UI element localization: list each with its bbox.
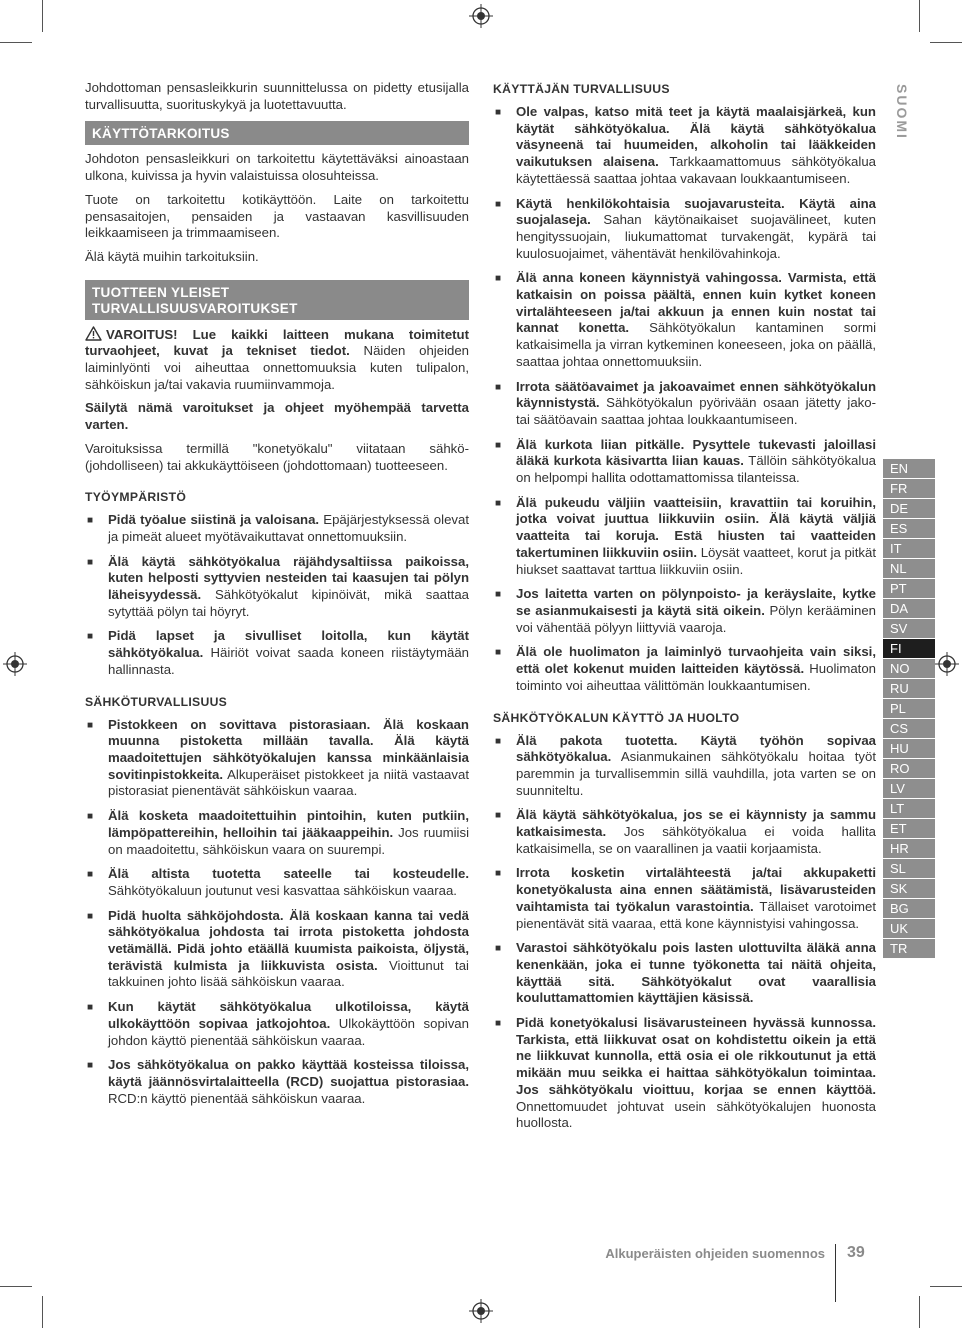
item-text: Häiriöt voivat saada koneen riistäytymään hallinnasta. <box>108 645 469 677</box>
language-tab-pt[interactable]: PT <box>883 579 935 599</box>
trim-mark <box>0 1286 32 1287</box>
language-tab-pl[interactable]: PL <box>883 699 935 719</box>
list-item: ■ Älä anna koneen käynnistyä vahingossa. Varmista, että katkaisin on poissa päältä, ennen kuin kytket koneen virtalähteeseen ja/tai akkuun ja ennen kuin nostat tai kannat konetta. Sähkötyökalun kantaminen sormi katkaisimella ja virran kytkeminen koneeseen, joka on päällä, saattaa johtaa onnettomuuksiin. <box>495 270 877 369</box>
keep-instructions-text: Säilytä nämä varoitukset ja ohjeet myöhempää tarvetta varten. <box>85 400 469 433</box>
item-text: Sähkötyökaluun joutunut vesi kasvattaa sähköiskun vaaraa. <box>108 882 457 898</box>
list-item: ■ Pidä lapset ja sivulliset loitolla, kun käytät sähkötyökalua. Häiriöt voivat saada koneen riistäytymään hallinnasta. <box>87 628 469 677</box>
language-tab-cs[interactable]: CS <box>883 719 935 739</box>
language-tab-hr[interactable]: HR <box>883 839 935 859</box>
footer-divider <box>835 1244 836 1302</box>
list-item: ■ Jos sähkötyökalua on pakko käyttää kosteissa tiloissa, käytä jäännösvirtalaitteella (RCD) suojattua pistorasiaa. RCD:n käyttö pienentää sähköiskun vaaraa. <box>87 1057 469 1106</box>
item-bold-text: Käytä henkilökohtaisia suojavarusteita. Käytä aina suojalaseja. <box>516 195 876 228</box>
item-text: Löysät vaatteet, korut ja pitkät hiukset saattavat tarttua liikkuviin osiin. <box>516 544 876 577</box>
registration-mark-icon <box>935 652 959 676</box>
registration-mark-icon <box>469 4 493 28</box>
item-bold-text: Älä pakota tuotetta. Käytä työhön sopivaa sähkötyökalua. <box>516 732 876 765</box>
subheading-use-and-care: SÄHKÖTYÖKALUN KÄYTTÖ JA HUOLTO <box>493 710 740 725</box>
item-text: Alkuperäiset pistokkeet ja niitä vastaavat pistorasiat pienentävät sähköiskun vaaraa. <box>108 766 469 799</box>
trim-mark <box>919 0 920 32</box>
list-item: ■ Älä kosketa maadoitettuihin pintoihin, kuten putkiin, lämpöpattereihin, helloihin tai jääkaappeihin. Jos ruumiisi on maadoitettu, sähköiskun vaara on suurempi. <box>87 808 469 857</box>
left-column <box>85 80 469 1115</box>
section-header-purpose: KÄYTTÖTARKOITUS <box>85 121 469 145</box>
list-item: ■ Älä pakota tuotetta. Käytä työhön sopivaa sähkötyökalua. Asianmukainen sähkötyökalu hoitaa työt paremmin ja turvallisemmin sillä vauhdilla, jota varten se on suunniteltu. <box>495 732 876 798</box>
page-number: 39 <box>847 1244 865 1261</box>
language-side-title: SUOMI <box>894 84 910 140</box>
language-tab-sl[interactable]: SL <box>883 859 935 879</box>
item-text: Tarkkaamattomuus sähkötyökalua käytettäessä saattaa johtaa vakavaan loukkaantumiseen. <box>516 154 876 186</box>
language-tab-it[interactable]: IT <box>883 539 935 559</box>
keep-instructions-paragraph <box>85 400 469 433</box>
item-text: RCD:n käyttö pienentää sähköiskun vaaraa. <box>108 1090 366 1106</box>
item-bold-text: Jos sähkötyökalua on pakko käyttää kosteissa tiloissa, käytä jäännösvirtalaitteella (RCD) suojattua pistorasiaa. <box>108 1057 469 1089</box>
item-bold-text: Irrota säätöavaimet ja jakoavaimet ennen sähkötyökalun käynnistystä. <box>516 378 876 411</box>
footer-text: Alkuperäisten ohjeiden suomennos <box>605 1246 825 1261</box>
item-bold-text: Älä anna koneen käynnistyä vahingossa. Varmista, että katkaisin on poissa päältä, ennen kuin kytket koneen virtalähteeseen ja/tai akkuun ja ennen kuin nostat tai kannat konetta. <box>516 270 876 336</box>
item-bold-text: Ole valpas, katso mitä teet ja käytä maalaisjärkeä, kun käytät sähkötyökalua. Älä käytä sähkötyökalua väsyneenä tai huumeiden, alkoholin tai lääkkeiden vaikutuksen alaisena. <box>516 104 876 170</box>
item-text: Jos ruumiisi on maadoitettu, sähköiskun vaara on suurempi. <box>108 824 469 857</box>
item-bold-text: Pidä konetyökalusi lisävarusteineen hyvässä kunnossa. Tarkista, että liikkuvat osat on kohdistettu oikein ja että ne liikkuvat kunnolla, että osia ei ole rikkoutunut ja että mikään muu seikka ei haittaa sähkötyökalun toimintaa. Jos sähkötyökalu vioittuu, korjaa se ennen käyttöä. <box>516 1015 876 1097</box>
item-text: Sähkötyökalut kipinöivät, mikä saattaa sytyttää pölyn tai höyryt. <box>108 587 469 619</box>
language-tab-no[interactable]: NO <box>883 659 935 679</box>
list-item: ■ Älä käytä sähkötyökalua, jos se ei käynnisty ja sammu katkaisimesta. Jos sähkötyökalua ei voida hallita katkaisimella, se on vaarallinen ja vaatii korjaamista. <box>495 807 876 856</box>
warning-text: Näiden ohjeiden laiminlyönti voi aiheuttaa onnettomuuksia kuten tulipalon, sähköiskun ja/tai vakavia ruumiinvammoja. <box>85 343 470 392</box>
item-text: Jos sähkötyökalua ei voida hallita katkaisimella, se on vaarallinen ja vaatii korjaamista. <box>516 824 876 856</box>
language-tab-de[interactable]: DE <box>883 499 935 519</box>
warning-paragraph <box>85 326 469 394</box>
list-item: ■ Pidä konetyökalusi lisävarusteineen hyvässä kunnossa. Tarkista, että liikkuvat osat on kohdistettu oikein ja että ne liikkuvat kunnolla, että osia ei ole rikkoutunut ja että mikään muu seikka ei haittaa sähkötyökalun toimintaa. Jos sähkötyökalu vioittuu, korjaa se ennen käyttöä. Onnettomuudet johtuvat usein sähkötyökalujen huonosta huollosta. <box>495 1015 876 1131</box>
language-tab-bg[interactable]: BG <box>883 899 935 919</box>
language-tab-sv[interactable]: SV <box>883 619 935 639</box>
language-tab-en[interactable]: EN <box>883 459 935 479</box>
item-bold-text: Jos laitetta varten on pölynpoisto- ja keräyslaite, kytke se asianmukaisesti ja käytä sitä oikein. <box>516 586 876 618</box>
item-bold-text: Varastoi sähkötyökalu pois lasten ulottuvilta äläkä anna kenenkään, joka ei tunne työkonetta tai näitä ohjeita, käyttää sitä. Sähkötyökalut ovat vaarallisia kouluttamattomien käyttäjien käsissä. <box>516 940 876 1006</box>
language-tab-fr[interactable]: FR <box>883 479 935 499</box>
term-paragraph: Varoituksissa termillä "konetyökalu" viitataan sähkö- (johdolliseen) tai akkukäyttöiseen (johdottomaan) tuotteeseen. <box>85 440 469 473</box>
item-text: Sähkötyökalun pyörivään osaan jätetty jako- tai säätöavain saattaa johtaa loukkaantumiseen. <box>516 395 876 427</box>
item-bold-text: Pidä huolta sähköjohdosta. Älä koskaan kanna tai vedä sähkötyökalua johdosta tai irrota pistoketta johdosta vetämällä. Pidä johto etäällä kuumista paikoista, öljystä, terävistä kulmista ja liikkuvista osista. <box>108 907 469 973</box>
intro-paragraph: Johdottoman pensasleikkurin suunnittelussa on pidetty etusijalla turvallisuutta, suorituskykyä ja luotettavuutta. <box>85 80 469 112</box>
language-tab-lv[interactable]: LV <box>883 779 935 799</box>
list-item: ■ Pidä huolta sähköjohdosta. Älä koskaan kanna tai vedä sähkötyökalua johdosta tai irrota pistoketta johdosta vetämällä. Pidä johto etäällä kuumista paikoista, öljystä, terävistä kulmista ja liikkuvista osista. Vioittunut tai takkuinen johto lisää sähköiskun vaaraa. <box>87 907 469 990</box>
subheading-user-safety: KÄYTTÄJÄN TURVALLISUUS <box>493 82 670 96</box>
list-item: ■ Älä pukeudu väljiin vaatteisiin, kravattiin tai koruihin, jotka voivat juuttua liikkuviin osiin. Älä käytä väljiä vaatteita tai koruja. Estä hiusten tai vaatteiden takertuminen liikkuviin osiin. Löysät vaatteet, korut ja pitkät hiukset saattavat tarttua liikkuviin osiin. <box>495 494 876 577</box>
item-bold-text: Pidä lapset ja sivulliset loitolla, kun käytät sähkötyökalua. <box>108 628 469 661</box>
subheading-electrical-safety: SÄHKÖTURVALLISUUS <box>85 694 228 709</box>
electrical-safety-list <box>85 717 469 1108</box>
item-text: Pölyn kerääminen voi vähentää pölyyn liittyviä vaaroja. <box>516 602 876 635</box>
list-item: ■ Älä kurkota liian pitkälle. Pysyttele tukevasti jaloillasi äläkä kurkota käsivartta liian kauas. Tällöin sähkötyökalua on helpompi hallita odottamattomissa tilanteissa. <box>495 436 876 486</box>
language-tab-ru[interactable]: RU <box>883 679 935 699</box>
item-text: Onnettomuudet johtuvat usein sähkötyökalujen huonosta huollosta. <box>516 1098 876 1131</box>
item-text: Huolimaton toiminto voi aiheuttaa välittömän loukkaantumisen. <box>516 661 876 693</box>
item-text: Vioittunut tai takkuinen johto lisää sähköiskun vaaraa. <box>108 957 469 990</box>
item-bold-text: Pistokkeen on sovittava pistorasiaan. Älä koskaan muunna pistoketta millään tavalla. Älä käytä maadoitettujen sähkötyökalujen kanssa minkäänlaisia sovitinpistokkeita. <box>108 716 469 782</box>
list-item: ■ Kun käytät sähkötyökalua ulkotiloissa, käytä ulkokäyttöön sopivaa jatkojohtoa. Ulkokäyttöön sopivan johdon käyttö pienentää sähköiskun vaaraa. <box>87 999 469 1048</box>
warning-bold-text: VAROITUS! Lue kaikki laitteen mukana toimitetut turvaohjeet, kuvat ja tekniset tiedot. <box>85 326 469 359</box>
language-tab-ro[interactable]: RO <box>883 759 935 779</box>
section-header-line: TUOTTEEN YLEISET <box>92 284 230 300</box>
subheading-work-area: TYÖYMPÄRISTÖ <box>85 490 187 505</box>
warning-triangle-icon <box>85 326 102 341</box>
language-tab-list <box>883 459 935 959</box>
item-text: Sahan käytönaikaiset suojavälineet, kuten hengityssuojain, liukumattomat turvakengät, kypärä tai kuulosuojaimet, vähentävät henkilövahinkoja. <box>516 212 876 261</box>
item-bold-text: Kun käytät sähkötyökalua ulkotiloissa, käytä ulkokäyttöön sopivaa jatkojohtoa. <box>108 999 469 1031</box>
list-item: ■ Irrota säätöavaimet ja jakoavaimet ennen sähkötyökalun käynnistystä. Sähkötyökalun pyörivään osaan jätetty jako- tai säätöavain saattaa johtaa loukkaantumiseen. <box>495 378 876 427</box>
item-text: Epäjärjestyksessä olevat ja pimeät alueet myötävaikuttavat onnettomuuksiin. <box>108 512 469 544</box>
trim-mark <box>919 1296 920 1328</box>
section-header-line: TURVALLISUUSVAROITUKSET <box>92 300 298 316</box>
language-tab-lt[interactable]: LT <box>883 799 935 819</box>
item-text: Asianmukainen sähkötyökalu hoitaa työt paremmin ja turvallisemmin sillä vauhdilla, jota varten se on suunniteltu. <box>516 749 876 798</box>
list-item: ■ Älä käytä sähkötyökalua räjähdysaltiissa paikoissa, kuten helposti syttyvien nesteiden tai kaasujen tai pölyn läheisyydessä. Sähkötyökalut kipinöivät, mikä saattaa sytyttää pölyn tai höyryt. <box>87 553 469 619</box>
list-item: ■ Ole valpas, katso mitä teet ja käytä maalaisjärkeä, kun käytät sähkötyökalua. Älä käytä sähkötyökalua väsyneenä tai huumeiden, alkoholin tai lääkkeiden vaikutuksen alaisena. Tarkkaamattomuus sähkötyökalua käytettäessä saattaa johtaa vakavaan loukkaantumiseen. <box>495 104 876 186</box>
list-item: ■ Älä ole huolimaton ja laiminlyö turvaohjeita vain siksi, että olet kokenut muiden laitteiden käytössä. Huolimaton toiminto voi aiheuttaa välittömän loukkaantumisen. <box>495 644 876 693</box>
list-item: ■ Varastoi sähkötyökalu pois lasten ulottuvilta äläkä anna kenenkään, joka ei tunne työkonetta tai näitä ohjeita, käyttää sitä. Sähkötyökalut ovat vaarallisia kouluttamattomien käyttäjien käsissä. <box>495 940 876 1006</box>
language-tab-tr[interactable]: TR <box>883 939 935 959</box>
section-header-general-safety <box>85 280 469 320</box>
purpose-paragraph: Tuote on tarkoitettu kotikäyttöön. Laite on tarkoitettu pensasaitojen, pensaiden ja vastaavan kasvillisuuden leikkaamiseen ja trimmaamiseen. <box>85 191 469 241</box>
item-bold-text: Älä ole huolimaton ja laiminlyö turvaohjeita vain siksi, että olet kokenut muiden laitteiden käytössä. <box>516 644 876 677</box>
purpose-paragraph: Johdoton pensasleikkuri on tarkoitettu käytettäväksi ainoastaan ulkona, kuivissa ja hyvin valaistuissa olosuhteissa. <box>85 151 469 184</box>
trim-mark <box>930 42 962 43</box>
language-tab-et[interactable]: ET <box>883 819 935 839</box>
language-tab-uk[interactable]: UK <box>883 919 935 939</box>
item-bold-text: Älä altista tuotetta sateelle tai kosteudelle. <box>108 866 469 882</box>
user-safety-list <box>493 104 876 695</box>
item-bold-text: Irrota kosketin virtalähteestä ja/tai akkupaketti konetyökalusta aina ennen säätämistä, lisävarusteiden vaihtamista tai työkalun varastointia. <box>516 865 876 914</box>
item-bold-text: Älä kosketa maadoitettuihin pintoihin, kuten putkiin, lämpöpattereihin, helloihin tai jääkaappeihin. <box>108 808 469 840</box>
item-bold-text: Pidä työalue siistinä ja valoisana. <box>108 512 320 528</box>
item-text: Sähkötyökalun kantaminen sormi katkaisimella ja virran kytkeminen koneeseen, joka on päällä, saattaa johtaa onnettomuuksiin. <box>516 320 877 369</box>
right-column <box>493 80 876 1140</box>
language-tab-nl[interactable]: NL <box>883 559 935 579</box>
item-bold-text: Älä kurkota liian pitkälle. Pysyttele tukevasti jaloillasi äläkä kurkota käsivartta liian kauas. <box>516 436 876 469</box>
item-text: Ulkokäyttöön sopivan johdon käyttö pienentää sähköiskun vaaraa. <box>108 1015 469 1048</box>
item-bold-text: Älä käytä sähkötyökalua, jos se ei käynnisty ja sammu katkaisimesta. <box>516 807 876 840</box>
trim-mark <box>42 0 43 32</box>
language-tab-da[interactable]: DA <box>883 599 935 619</box>
language-tab-hu[interactable]: HU <box>883 739 935 759</box>
language-tab-fi[interactable]: FI <box>883 639 935 659</box>
list-item: ■ Pistokkeen on sovittava pistorasiaan. Älä koskaan muunna pistoketta millään tavalla. Älä käytä maadoitettujen sähkötyökalujen kanssa minkäänlaisia sovitinpistokkeita. Alkuperäiset pistokkeet ja niitä vastaavat pistorasiat pienentävät sähköiskun vaaraa. <box>87 716 469 799</box>
list-item: ■ Irrota kosketin virtalähteestä ja/tai akkupaketti konetyökalusta aina ennen säätämistä, lisävarusteiden vaihtamista tai työkalun varastointia. Tällaiset varotoimet pienentävät sitä vaaraa, että kone käynnistyisi vahingossa. <box>495 865 876 931</box>
item-text: Tällöin sähkötyökalua on helpompi hallita odottamattomissa tilanteissa. <box>516 453 876 486</box>
trim-mark <box>930 1286 962 1287</box>
list-item: ■ Jos laitetta varten on pölynpoisto- ja keräyslaite, kytke se asianmukaisesti ja käytä sitä oikein. Pölyn kerääminen voi vähentää pölyyn liittyviä vaaroja. <box>495 586 876 635</box>
list-item: ■ Käytä henkilökohtaisia suojavarusteita. Käytä aina suojalaseja. Sahan käytönaikaiset suojavälineet, kuten hengityssuojain, liukumattomat turvakengät, kypärä tai kuulosuojaimet, vähentävät henkilövahinkoja. <box>495 195 876 261</box>
language-tab-es[interactable]: ES <box>883 519 935 539</box>
item-bold-text: Älä käytä sähkötyökalua räjähdysaltiissa paikoissa, kuten helposti syttyvien nesteiden tai kaasujen tai pölyn läheisyydessä. <box>108 553 469 603</box>
list-item: ■ Pidä työalue siistinä ja valoisana. Epäjärjestyksessä olevat ja pimeät alueet myötävaikuttavat onnettomuuksiin. <box>87 512 469 544</box>
item-text: Tällaiset varotoimet pienentävät sitä vaaraa, että kone käynnistyisi vahingossa. <box>516 898 876 931</box>
use-and-care-list <box>493 733 876 1132</box>
language-tab-sk[interactable]: SK <box>883 879 935 899</box>
item-bold-text: Älä pukeudu väljiin vaatteisiin, kravattiin tai koruihin, jotka voivat juuttua liikkuviin osiin. Älä käytä väljiä vaatteita tai koruja. Estä hiusten tai vaatteiden takertuminen liikkuviin osiin. <box>516 494 876 560</box>
work-area-list <box>85 512 469 678</box>
registration-mark-icon <box>469 1299 493 1323</box>
purpose-paragraph: Älä käytä muihin tarkoituksiin. <box>85 248 259 264</box>
trim-mark <box>42 1296 43 1328</box>
trim-mark <box>0 42 32 43</box>
list-item: ■ Älä altista tuotetta sateelle tai kosteudelle. Sähkötyökaluun joutunut vesi kasvattaa sähköiskun vaaraa. <box>87 866 469 898</box>
registration-mark-icon <box>3 652 27 676</box>
